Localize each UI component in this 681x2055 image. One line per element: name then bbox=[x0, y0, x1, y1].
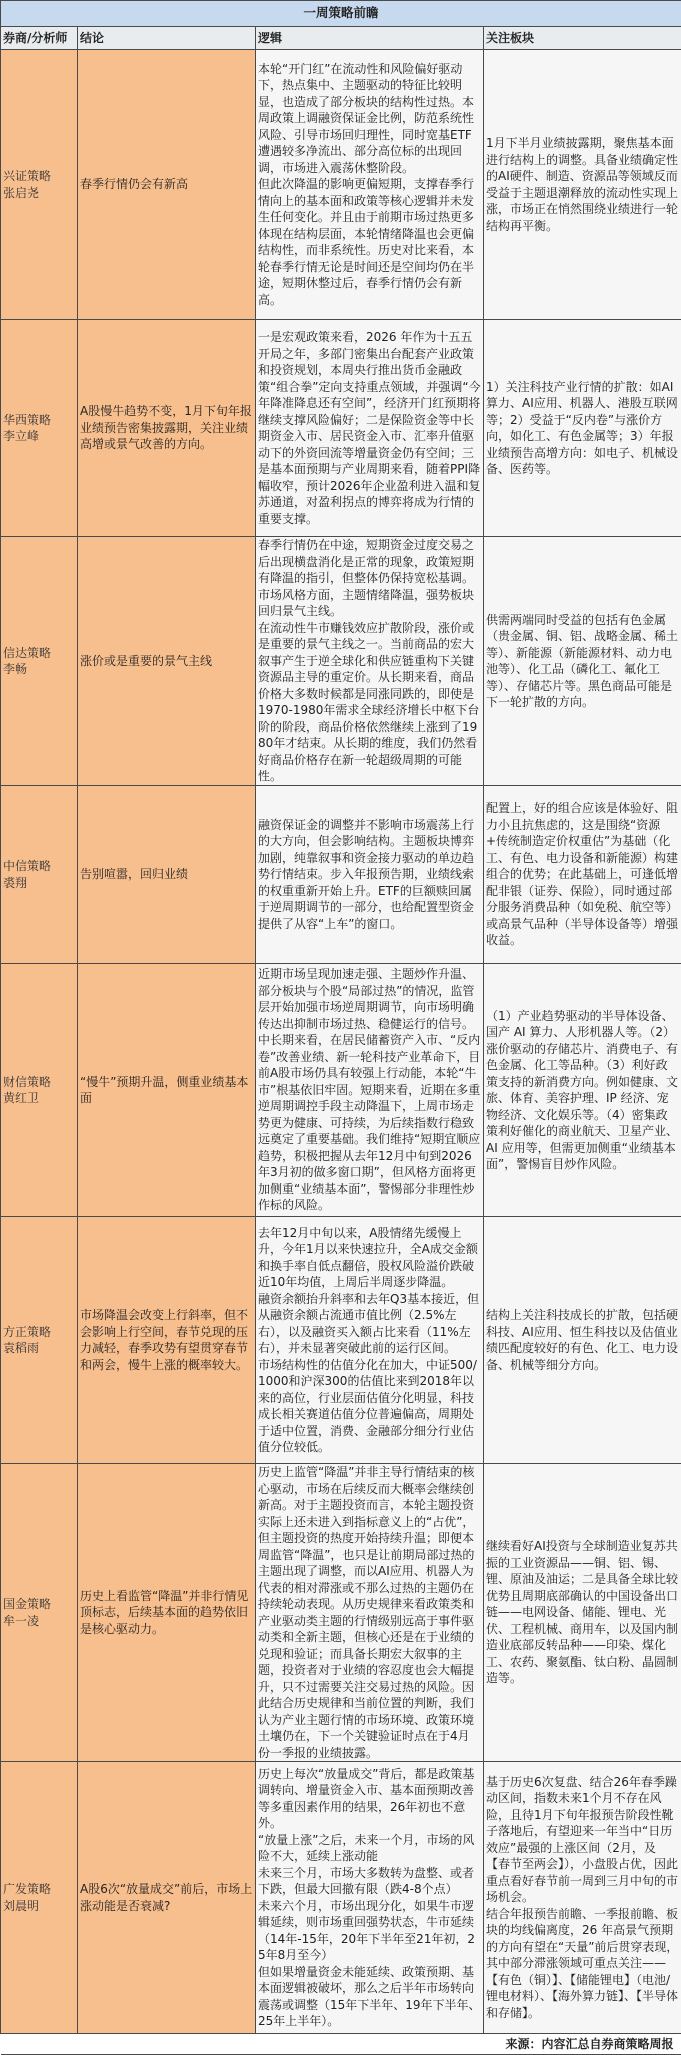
table-row bbox=[1, 964, 681, 1217]
table-title: 一周策略前瞻 bbox=[1, 1, 681, 27]
logic-cell: 一是宏观政策来看，2026 年作为十五五开局之年，多部门密集出台配套产业政策和投资规划，本周央行推出货币金融政策“组合拳”定向支持重点领域，并强调“今年降准降息还有空间”，经济开门红预期将继续支撑风险偏好；二是保险资金等中长期资金入市、居民资金入市、汇率升值驱动下的外资回流等增量资金仍有空间；三是基本面预期与产业周期来看，随着PPI降幅收窄，预计2026年企业盈利进入温和复苏通道，对盈利拐点的博弈将成为行情的重要支撑。 bbox=[256, 320, 484, 537]
broker-cell: 华西策略 李立峰 bbox=[1, 320, 78, 537]
logic-cell: 历史上每次“放量成交”背后，都是政策基调转向、增量资金入市、基本面预期改善等多重因素作用的结果，26年初也不意外。 “放量上涨”之后，未来一个月，市场的风险不大，延续上涨动能 未来三个月，市场大多数转为盘整、或者下跌，但最大回撤有限（跌4-8个点） 未来六个月，市场出现分化，如果牛市逻辑延续，则市场重回强势状态，牛市延续（14年-15年，20年下半年至21年初，25年8月至今） 但如果增量资金未能延续、政策预期、基本面逻辑被破坏，那么之后半年市场转向震荡或调整（15年下半年、19年下半年、25年上半年）。 bbox=[256, 1762, 484, 2034]
broker-cell: 中信策略 裘翔 bbox=[1, 786, 78, 964]
table-row bbox=[1, 786, 681, 964]
conclusion-cell: A股6次“放量成交”前后，市场上涨动能是否衰减? bbox=[78, 1762, 256, 2034]
sectors-cell: （1）产业趋势驱动的半导体设备、国产 AI 算力、人形机器人等。（2）涨价驱动的存储芯片、消费电子、有色金属、化工等品种。（3）利好政策支持的新消费方向。例如健康、文旅、体育、美容护理、IP 经济、宠物经济、文化娱乐等。（4）密集政策利好催化的商业航天、卫星产业、AI 应用等，但需更加侧重“业绩基本面”，警惕盲目炒作风险。 bbox=[484, 964, 681, 1217]
source-note: 来源：内容汇总自券商策略周报 bbox=[1, 2034, 681, 2055]
conclusion-cell: 市场降温会改变上行斜率，但不会影响上行空间，春节兑现的压力减轻，春季攻势有望贯穿春节和两会，慢牛上涨的概率较大。 bbox=[78, 1217, 256, 1464]
logic-cell: 去年12月中旬以来，A股情绪先缓慢上升，今年1月以来快速拉升，全A成交金额和换手率自低点翻倍，股权风险溢价跌破近10年均值，上周后半周逐步降温。 融资余额抬升斜率和去年Q3基本接近，但从融资余额占流通市值比例（2.5%左右），以及融资买入额占比来看（11%左右），并未显著突破此前的运行区间。 市场结构性的估值分化在加大，中证500/1000和沪深300的估值比来到2018年以来的高位，行业层面估值分化明显，科技成长相关赛道估值分位普遍偏高，周期处于适中位置，消费、金融部分细分行业估值分位较低。 bbox=[256, 1217, 484, 1464]
table-row bbox=[1, 1762, 681, 2034]
table-row bbox=[1, 537, 681, 786]
header-logic: 逻辑 bbox=[256, 27, 484, 50]
broker-cell: 国金策略 牟一凌 bbox=[1, 1464, 78, 1762]
header-conclusion: 结论 bbox=[78, 27, 256, 50]
broker-cell: 信达策略 李畅 bbox=[1, 537, 78, 786]
sectors-cell: 基于历史6次复盘、结合26年春季躁动区间，指数未来1个月不存在风险，且待1月下旬年报预告阶段性靴子落地后，有望迎来一年当中“日历效应”最强的上涨区间（2月，及【春节至两会】），小盘股占优，因此重点看好春节前一周到三月中旬的市场机会。 结合年报预告前瞻、一季报前瞻、板块的均线偏离度，26 年高景气预期的方向有望在“天量”前后贯穿表现，其中部分滞涨领域可重点关注——【有色（铜）】、【储能锂电】（电池/锂电材料）、【海外算力链】、【半导体和存储】。 bbox=[484, 1762, 681, 2034]
table-row bbox=[1, 50, 681, 320]
table-row bbox=[1, 320, 681, 537]
broker-cell: 财信策略 黄红卫 bbox=[1, 964, 78, 1217]
sectors-cell: 供需两端同时受益的包括有色金属（贵金属、铜、铝、战略金属、稀土等）、新能源（新能源材料、动力电池等）、化工品（磷化工、氟化工等）、存储芯片等。黑色商品可能是下一轮扩散的方向。 bbox=[484, 537, 681, 786]
conclusion-cell: 告别喧嚣，回归业绩 bbox=[78, 786, 256, 964]
sectors-cell: 结构上关注科技成长的扩散，包括硬科技、AI应用、恒生科技以及估值业绩匹配度较好的有色、化工、电力设备、机械等细分方向。 bbox=[484, 1217, 681, 1464]
logic-cell: 融资保证金的调整并不影响市场震荡上行的大方向，但会影响结构。主题板块博弈加剧，纯靠叙事和资金接力驱动的单边趋势行情结束。步入年报预告期，业绩线索的权重重新开始上升。ETF的巨额赎回属于逆周期调节的一部分，也给配置型资金提供了从容“上车”的窗口。 bbox=[256, 786, 484, 964]
sectors-cell: 继续看好AI投资与全球制造业复苏共振的工业资源品——铜、铝、锡、锂、原油及油运；二是具备全球比较优势且周期底部确认的中国设备出口链——电网设备、储能、锂电、光伏、工程机械、商用车，以及国内制造业底部反转品种——印染、煤化工、农药、聚氨酯、钛白粉、晶圆制造等。 bbox=[484, 1464, 681, 1762]
header-row bbox=[1, 27, 681, 50]
broker-cell: 方正策略 袁稻雨 bbox=[1, 1217, 78, 1464]
conclusion-cell: 春季行情仍会有新高 bbox=[78, 50, 256, 320]
table-row bbox=[1, 1464, 681, 1762]
logic-cell: 历史上监管“降温”并非主导行情结束的核心驱动，市场在后续反而大概率会继续创新高。对于主题投资而言，本轮主题投资实际上还未进入到指标意义上的“占优”，但主题投资的热度开始持续升温；即便本周监管“降温”，也只是让前期局部过热的主题出现了调整，而以AI应用、机器人为代表的相对滞涨或不那么过热的主题仍在持续轮动表现。从历史规律来看政策类和产业驱动类主题的行情级别远高于事件驱动类和全新主题，但核心还是在于业绩的兑现和验证；而具备长期宏大叙事的主题，投资者对于业绩的容忍度也会大幅提升，只不过需要关注交易过热的风险。因此结合历史规律和当前位置的判断，我们认为产业主题行情的市场环境、政策环境土壤仍在，下一个关键验证时点在于4月份一季报的业绩披露。 bbox=[256, 1464, 484, 1762]
sectors-cell: 配置上，好的组合应该是体验好、阻力小且抗焦虑的，这是围绕“资源+传统制造定价权重估”为基础（化工、有色、电力设备和新能源）构建组合的优势；在此基础上，可逢低增配非银（证券、保险），同时通过部分服务消费品种（如免税、航空等）或高景气品种（半导体设备等）增强收益。 bbox=[484, 786, 681, 964]
conclusion-cell: 历史上看监管“降温”并非行情见顶标志，后续基本面的趋势依旧是核心驱动力。 bbox=[78, 1464, 256, 1762]
conclusion-cell: “慢牛”预期升温，侧重业绩基本面 bbox=[78, 964, 256, 1217]
table-row bbox=[1, 1217, 681, 1464]
logic-cell: 春季行情仍在中途，短期资金过度交易之后出现横盘消化是正常的现象，政策短期有降温的指引，但整体仍保持宽松基调。市场风格方面，主题情绪降温，强势板块回归景气主线。 在流动性牛市赚钱效应扩散阶段，涨价或是重要的景气主线之一。当前商品的宏大叙事产生于逆全球化和供应链重构下关键资源品主导的重定价。从长期来看，商品价格大多数时候都是同涨同跌的，即使是1970-1980年需求全球经济增长中枢下台阶的阶段，商品价格依然继续上涨到了1980年才结束。从长期的维度，我们仍然看好商品价格存在新一轮超级周期的可能性。 bbox=[256, 537, 484, 786]
broker-cell: 广发策略 刘晨明 bbox=[1, 1762, 78, 2034]
header-broker: 券商/分析师 bbox=[1, 27, 78, 50]
conclusion-cell: 涨价或是重要的景气主线 bbox=[78, 537, 256, 786]
sectors-cell: 1月下半月业绩披露期，聚焦基本面进行结构上的调整。具备业绩确定性的AI硬件、制造、资源品等领域反而受益于主题退潮释放的流动性实现上涨，市场正在悄然围绕业绩进行一轮结构再平衡。 bbox=[484, 50, 681, 320]
broker-cell: 兴证策略 张启尧 bbox=[1, 50, 78, 320]
header-sectors: 关注板块 bbox=[484, 27, 681, 50]
conclusion-cell: A股慢牛趋势不变，1月下旬年报业绩预告密集披露期，关注业绩高增或景气改善的方向。 bbox=[78, 320, 256, 537]
logic-cell: 本轮“开门红”在流动性和风险偏好驱动下，热点集中、主题驱动的特征比较明显，也造成了部分板块的结构性过热。本周政策上调融资保证金比例，防范系统性风险、引导市场回归理性，同时宽基ETF遭遇较多净流出、部分高位标的出现回调，市场进入震荡休整阶段。 但此次降温的影响更偏短期，支撑春季行情向上的基本面和政策等核心逻辑并未发生任何变化。并且由于前期市场过热更多体现在结构层面，本轮情绪降温也会更偏结构性，而非系统性。历史对比来看，本轮春季行情无论是时间还是空间均仍在半途，短期休整过后，春季行情仍会有新高。 bbox=[256, 50, 484, 320]
logic-cell: 近期市场呈现加速走强、主题炒作升温、部分板块与个股“局部过热”的情况，监管层开始加强市场逆周期调节，向市场明确传达出抑制市场过热、稳健运行的信号。中长期来看，在居民储蓄资产入市、“反内卷”改善业绩、新一轮科技产业革命下，目前A股市场仍具有较强上行动能，本轮“牛市”根基依旧牢固。短期来看，近期在多重逆周期调控手段主动降温下，上周市场走势更为健康、可持续，为后续指数行稳致远奠定了重要基础。我们维持“短期宜顺应趋势，积极把握从去年12月中旬到2026年3月初的做多窗口期”，但风格方面将更加侧重“业绩基本面”，警惕部分非理性炒作标的风险。 bbox=[256, 964, 484, 1217]
sectors-cell: 1）关注科技产业行情的扩散：如AI算力、AI应用、机器人、港股互联网等；2）受益于“反内卷”与涨价方向，如化工、有色金属等；3）年报业绩预告高增方向：如电子、机械设备、医药等。 bbox=[484, 320, 681, 537]
